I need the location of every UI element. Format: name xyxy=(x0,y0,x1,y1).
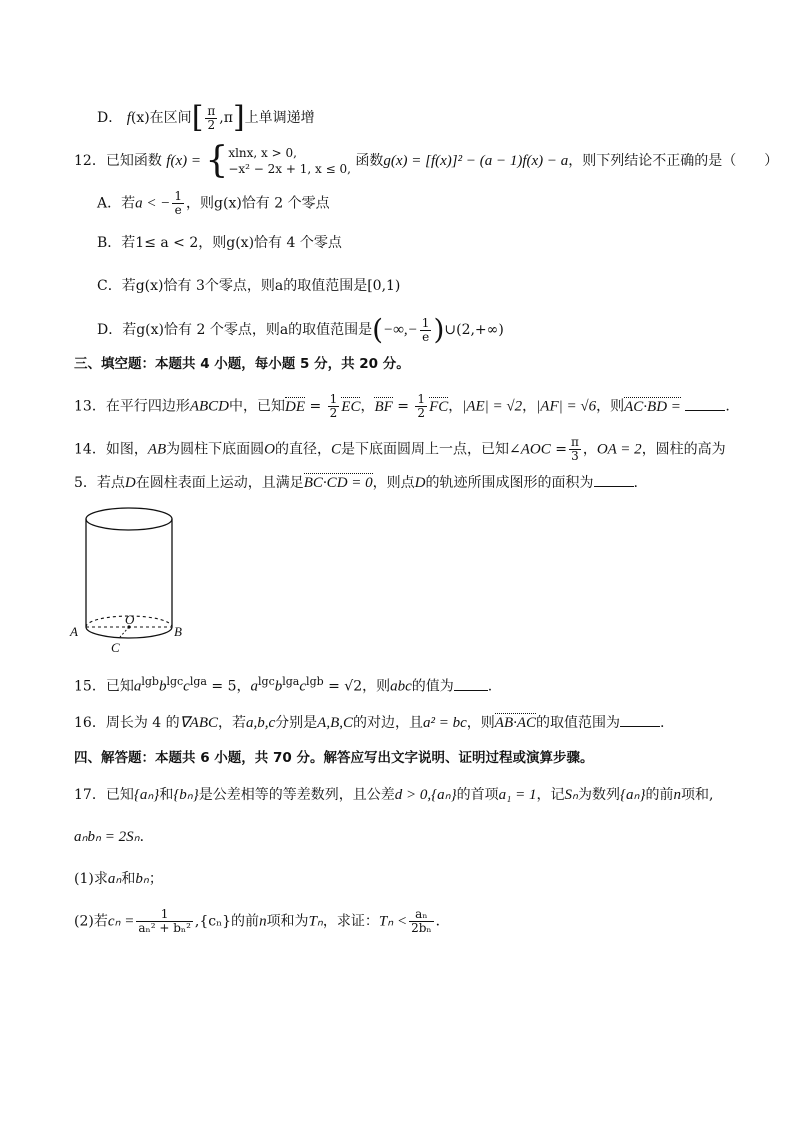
den: 2 xyxy=(329,406,338,420)
q12-option-c xyxy=(97,279,400,293)
cylinder-svg xyxy=(70,500,190,660)
text: 16．周长为 4 的 xyxy=(74,715,180,731)
q12-option-b xyxy=(97,236,342,250)
num: 1 xyxy=(417,392,426,406)
text: (1)求 xyxy=(74,871,108,887)
text: . xyxy=(487,678,493,695)
text: 的值为 xyxy=(411,678,454,695)
var: AB xyxy=(147,441,167,458)
var: {bₙ} xyxy=(173,787,199,803)
text: ，则点 xyxy=(372,475,415,491)
text: 5．若点 xyxy=(74,475,125,491)
vector-de: DE xyxy=(285,398,305,415)
answer-blank[interactable] xyxy=(620,714,660,727)
left-paren: ( xyxy=(372,313,384,346)
text: ，则 xyxy=(596,398,625,415)
var: n xyxy=(259,913,267,930)
var: b xyxy=(274,678,283,695)
q12-option-d xyxy=(97,313,504,346)
q14-line1 xyxy=(74,436,726,463)
func-f: f xyxy=(126,110,131,126)
text: = xyxy=(550,441,567,458)
cond: a < − xyxy=(135,195,171,212)
text: ，则 xyxy=(466,715,495,731)
sup: lga xyxy=(282,675,300,688)
text: ，求证： xyxy=(322,913,379,930)
dot-product: BC·CD = 0 xyxy=(303,475,373,491)
q12-stem xyxy=(74,140,779,181)
section-4-heading: 四、解答题：本题共 6 小题，共 70 分。解答应写出文字说明、证明过程或演算步骤。 xyxy=(74,750,594,766)
question-number: 12．已知函数 xyxy=(74,153,162,169)
text: 分别是 xyxy=(275,715,318,731)
dot-product: AC·BD = xyxy=(624,398,681,415)
var: a xyxy=(133,678,142,695)
text: 项和, xyxy=(680,787,714,803)
text: 和 xyxy=(159,787,174,803)
text: 和 xyxy=(121,871,136,887)
q12-option-a xyxy=(97,190,330,217)
text: 的轨迹所围成图形的面积为 xyxy=(425,475,594,491)
norm-af: |AF| = √6 xyxy=(536,398,597,415)
text: 为数列 xyxy=(577,787,620,803)
text: ，则下列结论不正确的是（ ） xyxy=(568,153,779,169)
text: 项和为 xyxy=(266,913,309,930)
num: 1 xyxy=(329,392,338,406)
text: (2)若 xyxy=(74,913,108,930)
q11-option-d xyxy=(97,100,315,135)
var: {aₙ} xyxy=(431,787,457,803)
fraction xyxy=(328,393,340,420)
var: cₙ = xyxy=(107,913,135,930)
text: 函数 xyxy=(355,153,384,169)
var: c xyxy=(183,678,190,695)
text: 为圆柱下底面圆 xyxy=(166,441,265,458)
answer-blank[interactable] xyxy=(594,474,634,487)
func-def: f(x) = xyxy=(166,153,201,169)
text: ，则g(x)恰有 2 个零点 xyxy=(186,195,330,212)
text: . xyxy=(633,475,638,491)
text: 13．在平行四边形 xyxy=(74,398,190,415)
section-3-heading: 三、填空题：本题共 4 小题，每小题 5 分，共 20 分。 xyxy=(74,356,410,372)
q17-part1 xyxy=(74,872,163,887)
num: aₙ xyxy=(409,908,434,922)
num: π xyxy=(570,435,579,449)
text: ． xyxy=(139,829,154,845)
var: d > 0, xyxy=(394,787,432,803)
den: e xyxy=(422,329,430,344)
text: 的前 xyxy=(645,787,674,803)
var: ABCD xyxy=(189,398,229,415)
text: = 5 xyxy=(206,678,237,695)
piecewise-function xyxy=(205,140,351,181)
var: b xyxy=(158,678,167,695)
func-g: g(x) = [f(x)]² − (a − 1)f(x) − a xyxy=(383,153,569,169)
den: 2 xyxy=(207,117,216,132)
var: bₙ xyxy=(135,871,149,887)
q17-part2 xyxy=(74,908,450,935)
text: 的对边，且 xyxy=(353,715,424,731)
text: 14．如图， xyxy=(74,441,148,458)
var: A,B,C xyxy=(317,715,354,731)
sup: lgc xyxy=(166,675,184,688)
q17-line2 xyxy=(74,830,154,845)
text: 的首项 xyxy=(456,787,499,803)
piecewise-rows xyxy=(228,145,351,177)
vector-fc: FC xyxy=(429,398,449,415)
text: = xyxy=(392,398,414,415)
var: OA = 2 xyxy=(596,441,642,458)
text: ，记 xyxy=(536,787,565,803)
text: ． xyxy=(435,913,450,930)
text: 的直径， xyxy=(275,441,331,458)
bottom-front-arc xyxy=(86,627,172,638)
sup: lgb xyxy=(306,675,324,688)
fraction xyxy=(420,317,432,344)
var: c xyxy=(299,678,307,695)
fraction-pi-3 xyxy=(569,436,581,463)
sup: lgc xyxy=(258,675,275,688)
q13 xyxy=(74,393,730,420)
var: Sₙ xyxy=(564,787,578,803)
right-bracket: ] xyxy=(232,100,245,135)
option-label: D． xyxy=(97,110,123,126)
text: 中，已知 xyxy=(229,398,285,415)
num: π xyxy=(207,103,216,118)
fraction xyxy=(409,908,434,935)
fraction xyxy=(172,190,184,217)
num: 1 xyxy=(136,908,193,922)
cylinder-figure xyxy=(70,500,190,660)
text: D．若g(x)恰有 2 个零点，则a的取值范围是 xyxy=(97,322,373,338)
answer-blank[interactable] xyxy=(454,678,488,691)
text: ， xyxy=(448,398,463,415)
option-label: A．若 xyxy=(97,195,136,212)
sup: lga xyxy=(189,675,207,688)
den: 2bₙ xyxy=(411,921,432,935)
range: ∪(2,+∞) xyxy=(444,322,504,338)
text: = √2 xyxy=(323,678,363,695)
sup: lgb xyxy=(141,675,159,688)
segment-oc xyxy=(120,627,129,637)
num: 1 xyxy=(174,189,183,203)
var: aₙbₙ = 2Sₙ xyxy=(74,829,140,845)
vector-ec: EC xyxy=(341,398,361,415)
var: {aₙ} xyxy=(619,787,646,803)
label-b: B xyxy=(174,624,182,639)
text: ， xyxy=(522,398,537,415)
left-bracket: [ xyxy=(191,100,204,135)
num: 1 xyxy=(421,315,430,330)
answer-blank[interactable] xyxy=(685,398,725,411)
text: . xyxy=(660,715,665,731)
var: aₙ xyxy=(107,871,122,887)
var: abc xyxy=(390,678,412,695)
fraction xyxy=(136,908,193,935)
vector-bf: BF xyxy=(374,398,393,415)
var: D xyxy=(414,475,426,491)
right-paren: ) xyxy=(433,313,445,346)
q17-line1 xyxy=(74,788,713,803)
den: 2 xyxy=(417,406,426,420)
var: Tₙ < xyxy=(378,913,408,930)
text: = xyxy=(305,398,326,415)
var: AOC xyxy=(520,441,551,458)
case2: −x² − 2x + 1, x ≤ 0, xyxy=(228,162,351,176)
text: ， xyxy=(582,441,597,458)
var: a,b,c xyxy=(246,715,276,731)
brace: { xyxy=(205,140,229,181)
text: 在圆柱表面上运动，且满足 xyxy=(135,475,304,491)
text: ，则 xyxy=(362,678,391,695)
text: (x)在区间 xyxy=(130,110,192,126)
label-a: A xyxy=(70,624,78,639)
text: ,π xyxy=(219,110,233,126)
text: ，圆柱的高为 xyxy=(641,441,726,458)
q15 xyxy=(74,676,492,695)
text: ,{cₙ}的前 xyxy=(194,913,260,930)
text: 是公差相等的等差数列，且公差 xyxy=(198,787,395,803)
var: C xyxy=(331,441,342,458)
top-ellipse xyxy=(86,508,172,530)
var: Tₙ xyxy=(308,913,323,930)
label-c: C xyxy=(111,640,120,655)
var: n xyxy=(673,787,681,803)
var: O xyxy=(264,441,275,458)
label-o: O xyxy=(125,612,135,627)
text: 15．已知 xyxy=(74,678,134,695)
text: 是下底面圆周上一点，已知∠ xyxy=(341,441,521,458)
text: 17．已知 xyxy=(74,787,134,803)
fraction xyxy=(415,393,427,420)
text: ， xyxy=(236,678,251,695)
text: 的取值范围为 xyxy=(536,715,621,731)
text: ； xyxy=(148,871,163,887)
var: D xyxy=(124,475,136,491)
q14-line2 xyxy=(74,474,638,491)
text: C．若g(x)恰有 3个零点，则a的取值范围是[0,1) xyxy=(97,278,401,294)
case1: xlnx, x > 0, xyxy=(228,146,297,160)
text: ，若 xyxy=(218,715,246,731)
var: a₁ = 1 xyxy=(498,787,537,803)
q16 xyxy=(74,714,665,731)
text: B．若1≤ a < 2，则g(x)恰有 4 个零点 xyxy=(97,235,342,251)
norm-ae: |AE| = √2 xyxy=(462,398,523,415)
den: aₙ² + bₙ² xyxy=(138,921,191,935)
fraction-pi-2 xyxy=(205,105,217,132)
cond: a² = bc xyxy=(423,715,467,731)
var: {aₙ} xyxy=(133,787,160,803)
text: . xyxy=(725,398,730,415)
den: 3 xyxy=(571,449,579,463)
var: a xyxy=(250,678,259,695)
den: e xyxy=(174,203,182,217)
range: −∞,− xyxy=(383,322,418,338)
text: ， xyxy=(360,398,375,415)
text: 上单调递增 xyxy=(244,110,315,126)
dot-product: AB·AC xyxy=(494,715,537,731)
var: ∇ABC xyxy=(179,715,218,731)
